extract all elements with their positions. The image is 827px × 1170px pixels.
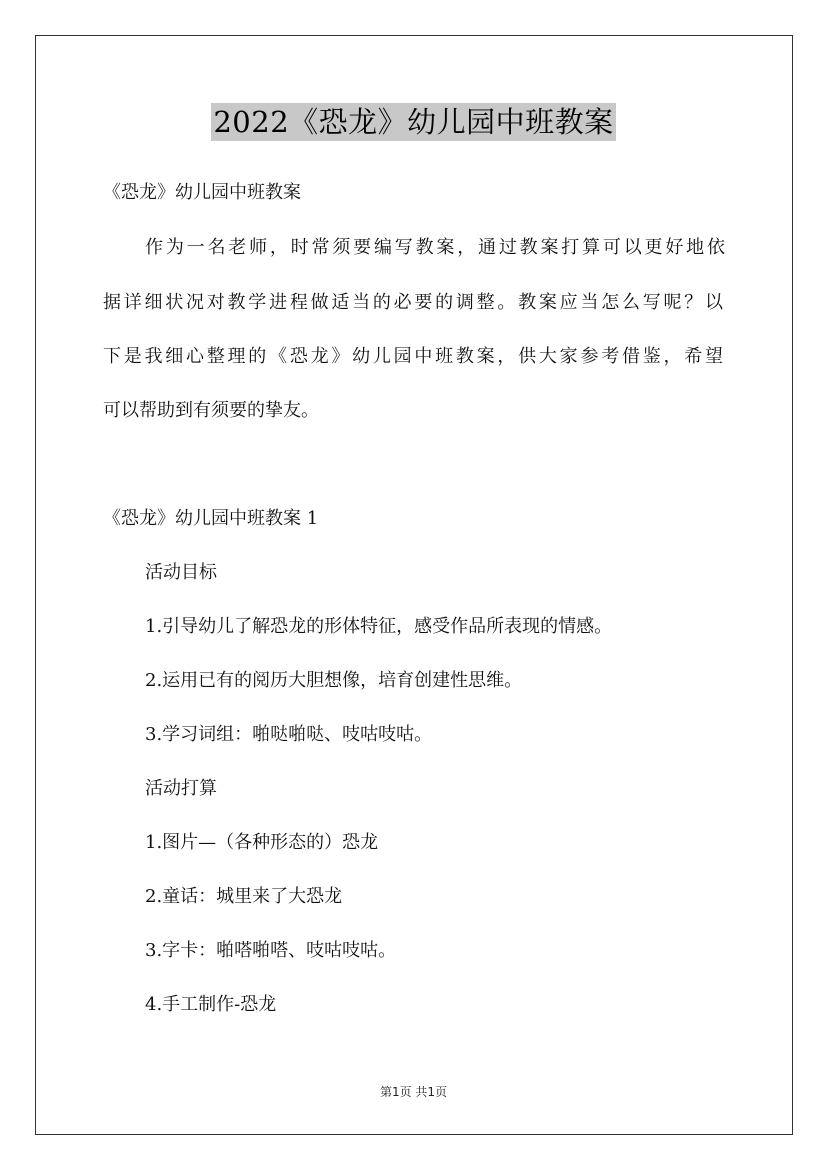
goal-item-3: 3.学习词组：啪哒啪哒、吱咕吱咕。 [145,724,433,745]
goals-heading: 活动目标 [145,562,217,583]
prep-item-3: 3.字卡：啪嗒啪嗒、吱咕吱咕。 [145,940,397,961]
page-number-footer: 第1页 共1页 [379,1085,448,1099]
document-subtitle: 《恐龙》幼儿园中班教案 [103,182,301,203]
section-heading: 《恐龙》幼儿园中班教案 1 [103,508,319,529]
prep-item-2: 2.童话：城里来了大恐龙 [145,886,343,907]
document-title-container [0,103,827,141]
prep-item-1: 1.图片—（各种形态的）恐龙 [145,832,379,853]
prep-item-4: 4.手工制作-恐龙 [145,994,277,1015]
document-title: 2022《恐龙》幼儿园中班教案 [213,105,614,139]
prep-heading: 活动打算 [145,778,217,799]
intro-paragraph-line-1: 作为一名老师，时常须要编写教案，通过教案打算可以更好地依 [145,237,725,258]
intro-paragraph-line-3: 下是我细心整理的《恐龙》幼儿园中班教案，供大家参考借鉴，希望 [103,346,723,367]
intro-paragraph-line-4: 可以帮助到有须要的挚友。 [103,400,319,421]
intro-paragraph-line-2: 据详细状况对教学进程做适当的必要的调整。教案应当怎么写呢？以 [103,292,723,313]
goal-item-1: 1.引导幼儿了解恐龙的形体特征，感受作品所表现的情感。 [145,616,613,637]
goal-item-2: 2.运用已有的阅历大胆想像，培育创建性思维。 [145,670,523,691]
